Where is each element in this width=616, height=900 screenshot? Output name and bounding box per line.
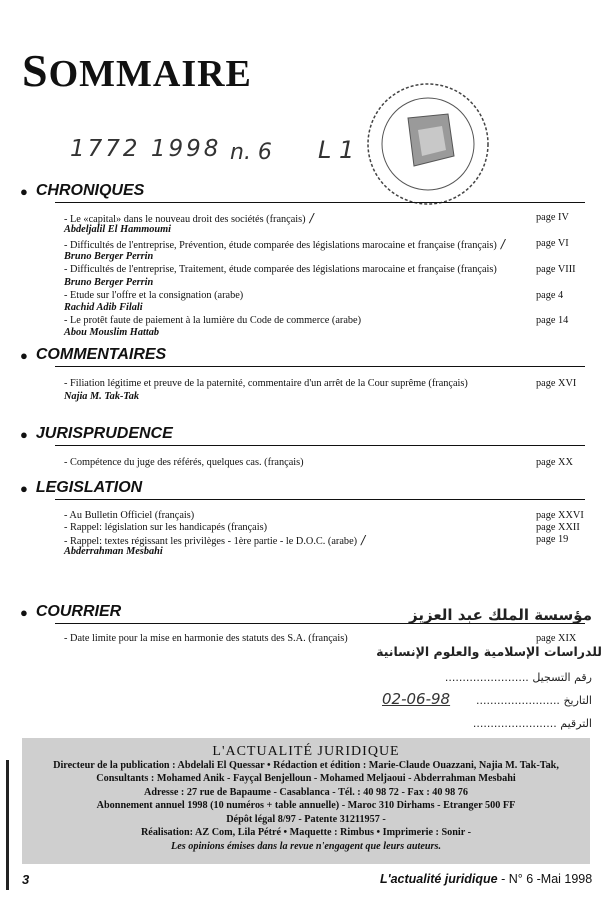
stamp-date-value: 02-06-98 [382,690,451,708]
stamp-numbering: الترقيم ........................ [472,717,592,730]
page-ref: page VI [536,238,569,249]
section-rule [55,499,585,500]
section-rule [55,366,585,367]
toc-entry: - Le protêt faute de paiement à la lumière du Code de commerce (arabe) page 14 [64,315,569,326]
section-rule [55,445,585,446]
page-ref: page XVI [536,378,577,389]
check-mark-icon: / [361,533,366,547]
page-ref: page VIII [536,264,576,275]
bullet-icon: ● [20,426,28,442]
check-mark-icon: / [500,237,505,251]
masthead-box [22,738,590,864]
masthead-legal: Dépôt légal 8/97 - Patente 31211957 - [226,813,386,825]
toc-entry: - Difficultés de l'entreprise, Traitement, étude comparée des législations marocaine et française (français) page VIII [64,264,576,275]
section-courrier: ● COURRIER [20,603,122,620]
check-mark-icon: / [309,211,314,225]
toc-entry: - Filiation légitime et preuve de la paternité, commentaire d'un arrêt de la Cour suprême (français) page XVI [64,378,577,389]
masthead-title: L'ACTUALITÉ JURIDIQUE [212,744,400,759]
page-ref: page XXVI [536,510,584,521]
masthead-address: Adresse : 27 rue de Bapaume - Casablanca - Tél. : 40 98 72 - Fax : 40 98 76 [144,786,468,798]
bullet-icon: ● [20,183,28,199]
section-legislation: ● LEGISLATION [20,479,143,496]
masthead-subscription: Abonnement annuel 1998 (10 numéros + table annuelle) - Maroc 310 Dirhams - Etranger 500 FF [96,800,516,811]
stamp-institution-sub: للدراسات الإسلامية والعلوم الإنسانية [376,644,602,659]
page-ref: page 14 [536,315,569,326]
author-name: Abou Mouslim Hattab [64,327,159,338]
footer-journal: L'actualité juridique - N° 6 -Mai 1998 [380,872,593,886]
bullet-icon: ● [20,347,28,363]
page-number: 3 [22,872,30,887]
toc-entry: - Rappel: législation sur les handicapés (français) page XXII [64,522,580,533]
author-name: Abderrahman Mesbahi [64,546,163,557]
handwritten-reference: 1772 1998 [70,136,222,162]
page-ref: page 19 [536,534,569,545]
stamp-institution: مؤسسة الملك عبد العزيز [409,606,592,624]
handwritten-code: L 1 [318,136,355,164]
masthead-direction: Directeur de la publication : Abdelali El Quessar • Rédaction et édition : Marie-Claude Ouazzani, Najia M. Tak-Tak, [53,759,559,771]
page-ref: page XX [536,457,573,468]
masthead-consultants: Consultants : Mohamed Anik - Fayçal Benjelloun - Mohamed Meljaoui - Abderrahman Mesbahi [96,773,516,784]
toc-entry: - Le «capital» dans le nouveau droit des sociétés (français) / page IV [64,211,569,225]
toc-entry: - Etude sur l'offre et la consignation (arabe) page 4 [64,290,564,301]
toc-entry: - Au Bulletin Officiel (français) page XXVI [64,510,584,521]
stamp-registration: رقم التسجيل ........................ [444,671,592,684]
margin-mark [6,760,9,890]
toc-entry: - Rappel: textes régissant les privilèges - 1ère partie - le D.O.C. (arabe) / page 19 [64,533,569,547]
toc-entry: - Compétence du juge des référés, quelques cas. (français) page XX [64,457,573,468]
toc-entry: - Difficultés de l'entreprise, Prévention, étude comparée des législations marocaine et française (français) / page VI [64,237,569,251]
bullet-icon: ● [20,480,28,496]
page-ref: page XIX [536,633,577,644]
masthead-production: Réalisation: AZ Com, Lila Pétré • Maquette : Rimbus • Imprimerie : Sonir - [140,827,472,838]
bullet-icon: ● [20,604,28,620]
library-stamp-icon [362,78,494,210]
author-name: Bruno Berger Perrin [64,277,154,288]
author-name: Rachid Adib Filali [64,302,143,313]
section-jurisprudence: ● JURISPRUDENCE [20,425,173,442]
author-name: Bruno Berger Perrin [64,251,154,262]
toc-entry: - Date limite pour la mise en harmonie des statuts des S.A. (français) page XIX [64,633,577,644]
author-name: Najia M. Tak-Tak [64,391,140,402]
page-title: SOMMAIRE [22,45,252,96]
handwritten-issue: n. 6 [230,140,272,165]
stamp-date-label: التاريخ ........................ [476,694,592,707]
page-ref: page XXII [536,522,580,533]
section-rule [55,202,585,203]
page-ref: page 4 [536,290,564,301]
author-name: Abdeljalil El Hammoumi [64,224,171,235]
masthead-disclaimer: Les opinions émises dans la revue n'engagent que leurs auteurs. [171,840,441,852]
section-commentaires: ● COMMENTAIRES [20,346,167,363]
section-chroniques: ● CHRONIQUES [20,182,145,199]
page-ref: page IV [536,212,569,223]
